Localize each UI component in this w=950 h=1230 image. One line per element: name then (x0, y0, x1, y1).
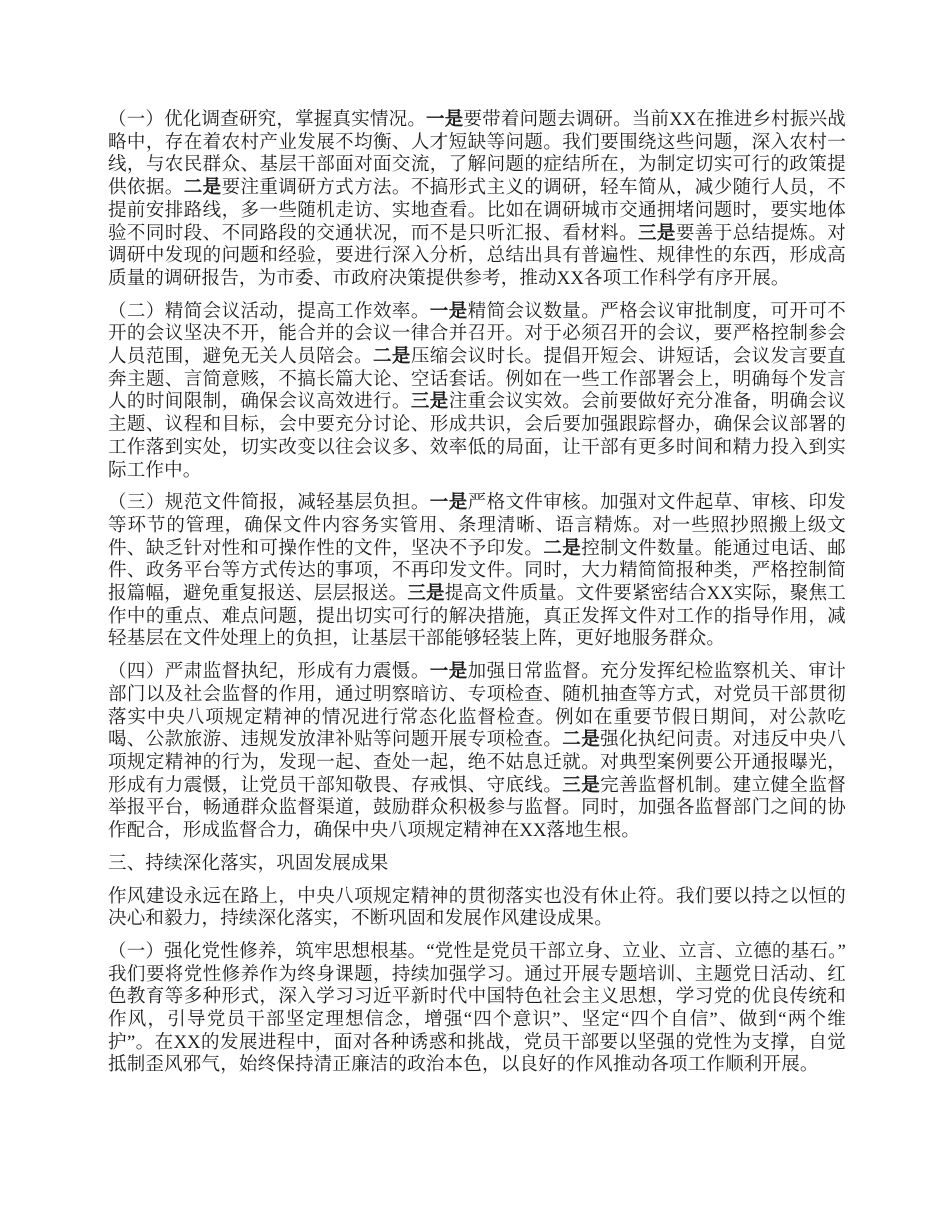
text-run: 三、持续深化落实，巩固发展成果 (108, 853, 389, 874)
emphasis-run: 一是 (429, 662, 468, 683)
heading-section-three (108, 853, 846, 876)
text-run: （一）强化党性修养，筑牢思想根基。“党性是党员干部立身、立业、立言、立德的基石。”我们要将党性修养作为终身课题，持续加强学习。通过开展专题培训、主题党日活动、红色教育等多种形式，深入学习习近平新时代中国特色社会主义思想，学习党的优良传统和作风，引导党员干部坚定理想信念，增强“四个意识”、坚定“四个自信”、做到“两个维护”。在XX的发展进程中，面对各种诱惑和挑战，党员干部要以坚强的党性为支撑，自觉抵制歪风邪气，始终保持清正廉洁的政治本色，以良好的作风推动各项工作顺利开展。 (108, 941, 846, 1076)
emphasis-run: 二是 (373, 347, 411, 368)
text-run: 作风建设永远在路上，中央八项规定精神的贯彻落实也没有休止符。我们要以持之以恒的决心和毅力，持续深化落实，不断巩固和发展作风建设成果。 (108, 886, 846, 930)
text-run: 提高文件质量。文件要紧密结合XX实际，聚焦工作中的重点、难点问题，提出切实可行的解决措施，真正发挥文件对工作的指导作用，减轻基层在文件处理上的负担，让基层干部能够轻装上阵，更好地服务群众。 (108, 584, 847, 650)
text-run: 注重会议实效。会前要做好充分准备，明确会议主题、议程和目标，会中要充分讨论、形成共识，会后要加强跟踪督办，确保会议部署的工作落到实处，切实改变以往会议多、效率低的局面，让干部有更多时间和精力投入到实际工作中。 (108, 392, 846, 481)
para-regulate-documents (108, 492, 846, 651)
text-run: （一）优化调查研究，掌握真实情况。 (108, 110, 427, 130)
text-run: 完善监督机制。建立健全监督举报平台，畅通群众监督渠道，鼓励群众积极参与监督。同时，加强各监督部门之间的协作配合，形成监督合力，确保中央八项规定精神在XX落地生根。 (108, 775, 846, 842)
text-run: 加强日常监督。充分发挥纪检监察机关、审计部门以及社会监督的作用，通过明察暗访、专项检查、随机抽查等方式，对党员干部贯彻落实中央八项规定精神的情况进行常态化监督检查。例如在重要节假日期间，对公款吃喝、公款旅游、违规发放津补贴等问题开展专项检查。 (108, 662, 846, 751)
text-run: （三）规范文件简报，减轻基层负担。 (108, 493, 430, 514)
emphasis-run: 二是 (183, 178, 222, 199)
emphasis-run: 三是 (407, 584, 445, 605)
text-run: 压缩会议时长。提倡开短会、讲短话，会议发言要直奔主题、言简意赅，不搞长篇大论、空话套话。例如在一些工作部署会上，明确每个发言人的时间限制，确保会议高效进行。 (108, 347, 846, 413)
para-strengthen-party-spirit (108, 941, 846, 1077)
document-body (108, 109, 846, 1077)
emphasis-run: 一是 (426, 110, 464, 130)
emphasis-run: 三是 (410, 392, 449, 413)
text-run: 要注重调研方式方法。不搞形式主义的调研，轻车简从，减少随行人员，不提前安排路线，多一些随机走访、实地查看。比如在调研城市交通拥堵问题时，要实地体验不同时段、不同路段的交通状况，而不是只听汇报、看材料。 (108, 178, 846, 244)
text-run: 严格文件审核。加强对文件起草、审核、印发等环节的管理，确保文件内容务实管用、条理清晰、语言精炼。对一些照抄照搬上级文件、缺乏针对性和可操作性的文件，坚决不予印发。 (108, 493, 846, 559)
text-run: 精简会议数量。严格会议审批制度，可开可不开的会议坚决不开，能合并的会议一律合并召开。对于必须召开的会议，要严格控制参会人员范围，避免无关人员陪会。 (108, 301, 846, 368)
emphasis-run: 二是 (562, 730, 601, 751)
para-section-three-intro (108, 886, 846, 931)
para-streamline-meetings (108, 301, 846, 483)
text-run: （二）精简会议活动，提高工作效率。 (108, 301, 430, 322)
text-run: 强化执纪问责。对违反中央八项规定精神的行为，发现一起、查处一起，绝不姑息迁就。对典型案例要公开通报曝光，形成有力震慑，让党员干部知敬畏、存戒惧、守底线。 (108, 730, 846, 796)
para-strict-supervision (108, 661, 846, 843)
text-run: 要善于总结提炼。对调研中发现的问题和经验，要进行深入分析，总结出具有普遍性、规律性的东西，形成高质量的调研报告，为市委、市政府决策提供参考，推动XX各项工作科学有序开展。 (108, 223, 846, 289)
emphasis-run: 一是 (429, 301, 468, 322)
emphasis-run: 一是 (429, 493, 468, 514)
para-optimize-research (108, 109, 846, 291)
emphasis-run: 二是 (543, 538, 582, 559)
emphasis-run: 三是 (638, 223, 676, 244)
text-run: 要带着问题去调研。当前XX在推进乡村振兴战略中，存在着农村产业发展不均衡、人才短缺等问题。我们要围绕这些问题，深入农村一线，与农民群众、基层干部面对面交流，了解问题的症结所在，为制定切实可行的政策提供依据。 (108, 110, 847, 199)
text-run: （四）严肃监督执纪，形成有力震慑。 (108, 662, 430, 683)
emphasis-run: 三是 (562, 775, 601, 796)
text-run: 控制文件数量。能通过电话、邮件、政务平台等方式传达的事项，不再印发文件。同时，大力精简简报种类，严格控制简报篇幅，避免重复报送、层层报送。 (108, 538, 846, 605)
